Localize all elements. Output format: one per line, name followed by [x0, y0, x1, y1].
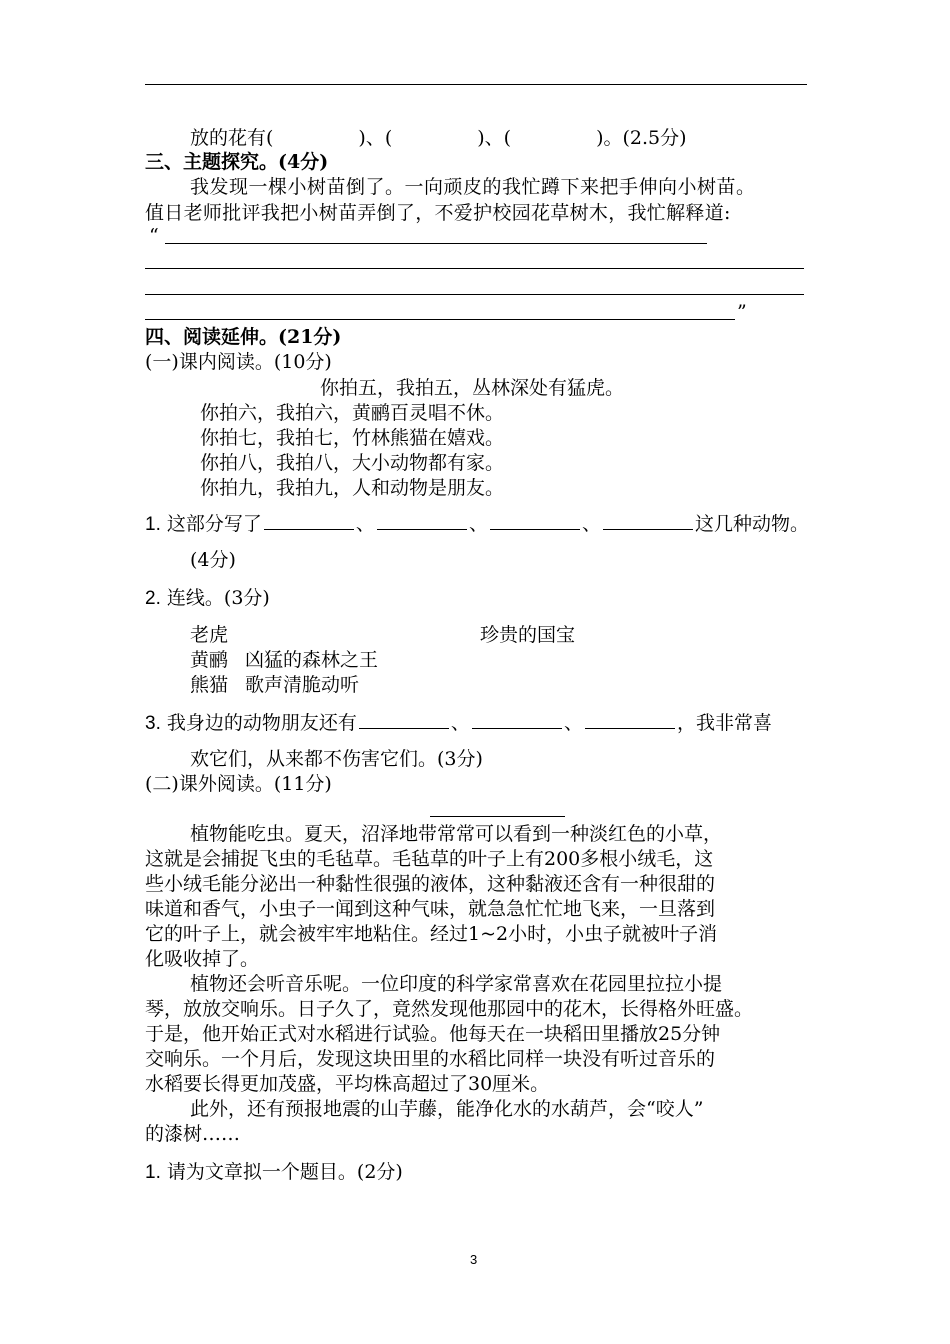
answer-line-4 [145, 319, 735, 320]
extracurricular-reading-title: (二)课外阅读。(11分) [145, 773, 332, 795]
passage-line: 些小绒毛能分泌出一种黏性很强的液体，这种黏液还含有一种很甜的 [145, 873, 716, 895]
answer-blank[interactable] [490, 511, 580, 530]
match-left-3[interactable]: 熊猫 [190, 674, 229, 696]
question-3 [145, 710, 772, 736]
passage-line: 这就是会捕捉飞虫的毛毡草。毛毡草的叶子上有200多根小绒毛，这 [145, 848, 714, 870]
flower-label: 放的花有( [190, 127, 274, 149]
open-quote: “ [149, 225, 159, 247]
answer-line-2 [145, 268, 804, 269]
passage-line: 植物能吃虫。夏天，沼泽地带常常可以看到一种淡红色的小草， [190, 823, 723, 845]
question-3-number: 3. [145, 713, 161, 734]
answer-blank[interactable] [603, 511, 693, 530]
flower-question-line [190, 126, 687, 150]
passage-line: 琴，放放交响乐。日子久了，竟然发现他那园中的花木，长得格外旺盛。 [145, 998, 754, 1020]
flower-sep-1: )、( [358, 127, 393, 149]
passage-line: 植物还会听音乐呢。一位印度的科学家常喜欢在花园里拉拉小提 [190, 973, 723, 995]
top-answer-line [145, 84, 807, 85]
page-number: 3 [470, 1252, 478, 1267]
section3-paragraph-2: 值日老师批评我把小树苗弄倒了，不爱护校园花草树木，我忙解释道: [145, 202, 731, 224]
match-left-1[interactable]: 老虎 [190, 624, 229, 646]
passage-line: 味道和香气，小虫子一闻到这种气味，就急急忙忙地飞来，一旦落到 [145, 898, 716, 920]
passage-line: 的漆树…… [145, 1123, 241, 1145]
question-3-line-2: 欢它们，从来都不伤害它们。(3分) [190, 748, 483, 770]
reading-question-1-number: 1. [145, 1162, 161, 1183]
flower-sep-2: )、( [477, 127, 512, 149]
in-class-reading-title: (一)课内阅读。(10分) [145, 351, 332, 373]
passage-line: 于是，他开始正式对水稻进行试验。他每天在一块稻田里播放25分钟 [145, 1023, 721, 1045]
reading-question-1-text: 请为文章拟一个题目。(2分) [166, 1161, 403, 1183]
flower-score: )。(2.5分) [596, 127, 687, 149]
match-right-1[interactable]: 珍贵的国宝 [480, 624, 576, 646]
answer-blank[interactable] [472, 710, 562, 729]
answer-line-3 [145, 294, 804, 295]
close-quote: ” [737, 301, 747, 323]
question-1-number: 1. [145, 514, 161, 535]
match-right-2[interactable]: 凶猛的森林之王 [245, 649, 379, 671]
match-left-2[interactable]: 黄鹂 [190, 649, 229, 671]
answer-blank[interactable] [359, 710, 449, 729]
poem-line-4: 你拍八，我拍八，大小动物都有家。 [200, 452, 505, 474]
answer-line-1 [165, 243, 707, 244]
passage-line: 交响乐。一个月后，发现这块田里的水稻比同样一块没有听过音乐的 [145, 1048, 716, 1070]
poem-line-3: 你拍七，我拍七，竹林熊猫在嬉戏。 [200, 427, 505, 449]
section3-heading: 三、主题探究。(4分) [145, 151, 329, 173]
section3-paragraph-1: 我发现一棵小树苗倒了。一向顽皮的我忙蹲下来把手伸向小树苗。 [190, 176, 756, 198]
question-3-end: ，我非常喜 [676, 712, 772, 734]
sep: 、 [450, 712, 470, 734]
passage-line: 此外，还有预报地震的山芋藤，能净化水的水葫芦，会“咬人” [190, 1098, 704, 1120]
passage-line: 水稻要长得更加茂盛，平均株高超过了30厘米。 [145, 1073, 550, 1095]
reading-question-1 [145, 1160, 403, 1185]
passage-line: 它的叶子上，就会被牢牢地粘住。经过1~2小时，小虫子就被叶子消 [145, 923, 718, 945]
answer-blank[interactable] [585, 710, 675, 729]
question-1-end: 这几种动物。 [694, 513, 809, 535]
sep: 、 [468, 513, 488, 535]
question-1-score: (4分) [190, 549, 236, 571]
passage-line: 化吸收掉了。 [145, 948, 260, 970]
sep: 、 [563, 712, 583, 734]
section4-heading: 四、阅读延伸。(21分) [145, 326, 342, 348]
poem-line-5: 你拍九，我拍九，人和动物是朋友。 [200, 477, 505, 499]
answer-blank[interactable] [377, 511, 467, 530]
question-3-text: 我身边的动物朋友还有 [166, 712, 357, 734]
question-2-number: 2. [145, 588, 161, 609]
question-2 [145, 586, 270, 611]
sep: 、 [581, 513, 601, 535]
title-blank-line[interactable] [430, 816, 565, 817]
match-right-3[interactable]: 歌声清脆动听 [245, 674, 360, 696]
sep: 、 [355, 513, 375, 535]
question-2-text: 连线。(3分) [166, 587, 270, 609]
question-1 [145, 511, 809, 537]
poem-line-2: 你拍六，我拍六，黄鹂百灵唱不休。 [200, 402, 505, 424]
question-1-text: 这部分写了 [166, 513, 262, 535]
answer-blank[interactable] [264, 511, 354, 530]
poem-line-1: 你拍五，我拍五，丛林深处有猛虎。 [320, 377, 625, 399]
